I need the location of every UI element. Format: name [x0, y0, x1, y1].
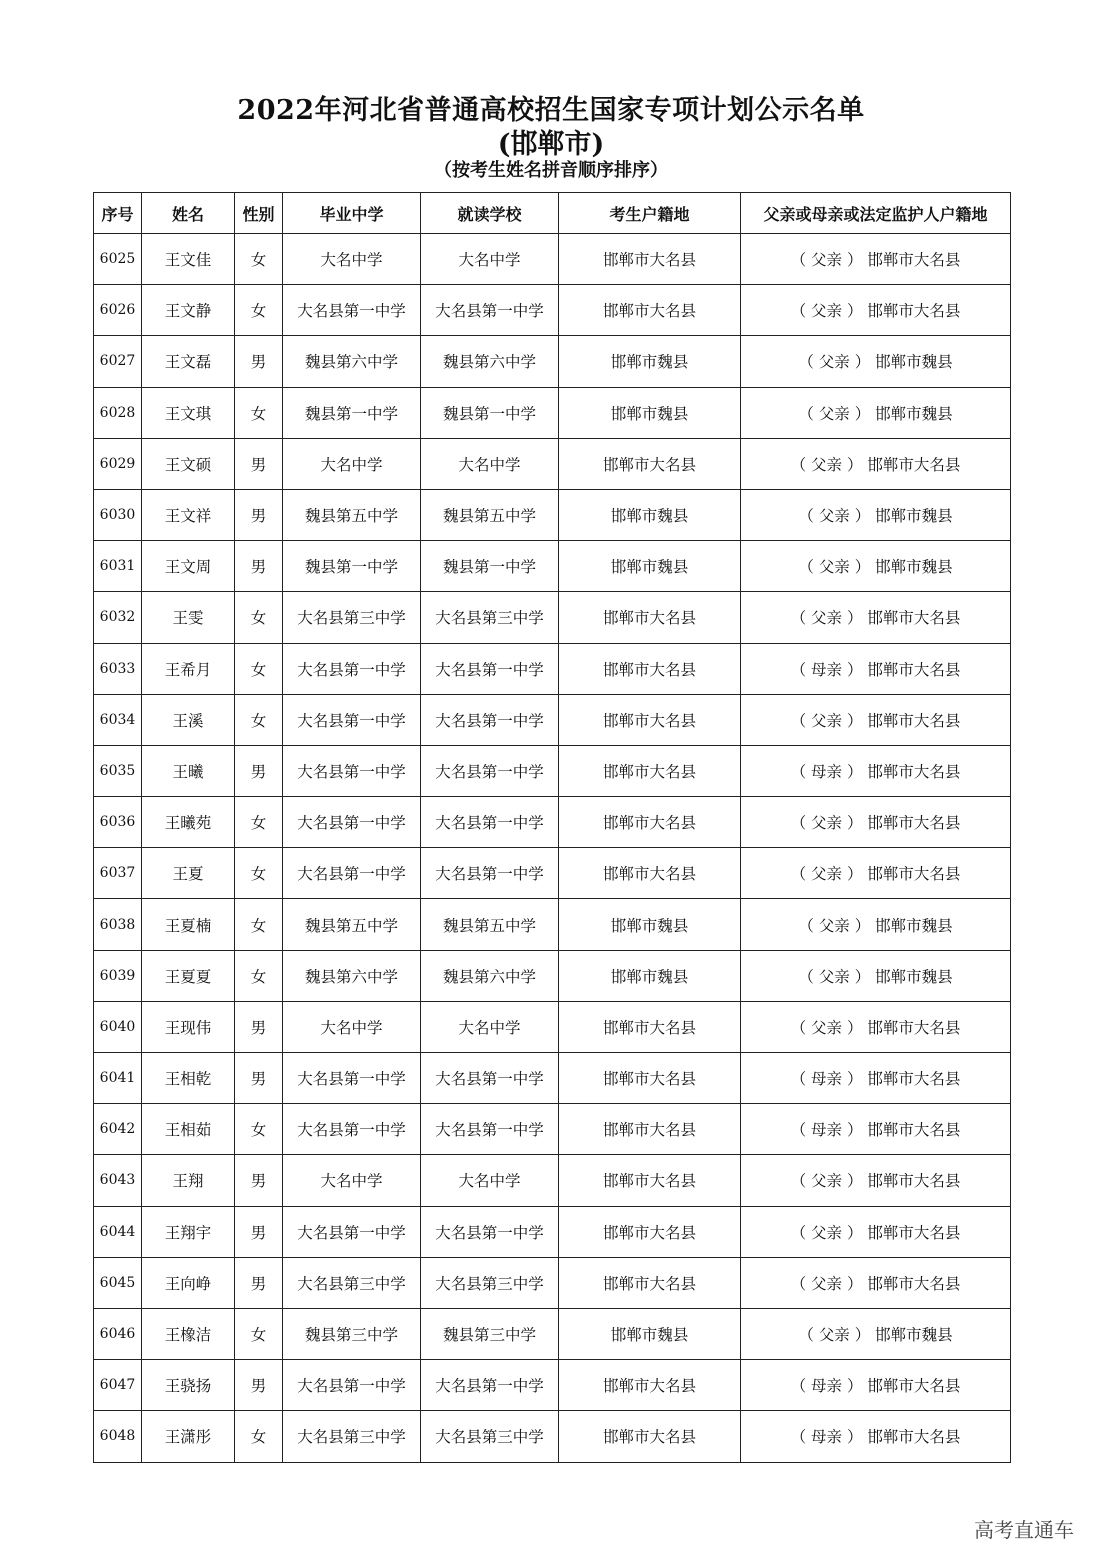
- cell-guardian-residence: （ 父亲 ） 邯郸市大名县: [741, 1155, 1011, 1206]
- cell-name: 王文琪: [142, 387, 235, 438]
- cell-name: 王向峥: [142, 1257, 235, 1308]
- cell-guardian-residence: （ 父亲 ） 邯郸市魏县: [741, 336, 1011, 387]
- cell-guardian-residence: （ 母亲 ） 邯郸市大名县: [741, 1053, 1011, 1104]
- cell-name: 王翔: [142, 1155, 235, 1206]
- cell-gender: 男: [235, 541, 283, 592]
- cell-guardian-residence: （ 父亲 ） 邯郸市大名县: [741, 694, 1011, 745]
- table-row: [94, 1155, 1011, 1206]
- table-row: [94, 643, 1011, 694]
- cell-seq: 6029: [94, 438, 142, 489]
- cell-name: 王相茹: [142, 1104, 235, 1155]
- cell-gender: 男: [235, 1155, 283, 1206]
- cell-seq: 6039: [94, 950, 142, 1001]
- cell-graduated-school: 魏县第六中学: [283, 336, 421, 387]
- cell-guardian-residence: （ 父亲 ） 邯郸市大名县: [741, 1206, 1011, 1257]
- cell-current-school: 魏县第六中学: [421, 950, 559, 1001]
- table-row: [94, 694, 1011, 745]
- table-row: [94, 336, 1011, 387]
- cell-student-residence: 邯郸市大名县: [559, 1206, 741, 1257]
- cell-seq: 6042: [94, 1104, 142, 1155]
- table-body: [94, 234, 1011, 1463]
- cell-name: 王夏: [142, 848, 235, 899]
- cell-seq: 6025: [94, 234, 142, 285]
- sort-order-note: （按考生姓名拼音顺序排序）: [434, 160, 668, 181]
- cell-graduated-school: 魏县第三中学: [283, 1308, 421, 1359]
- cell-seq: 6037: [94, 848, 142, 899]
- cell-graduated-school: 大名中学: [283, 234, 421, 285]
- cell-guardian-residence: （ 父亲 ） 邯郸市魏县: [741, 1308, 1011, 1359]
- cell-gender: 女: [235, 694, 283, 745]
- watermark-text: 高考直通车: [974, 1518, 1074, 1542]
- cell-graduated-school: 大名中学: [283, 1155, 421, 1206]
- cell-name: 王曦: [142, 745, 235, 796]
- cell-graduated-school: 大名县第一中学: [283, 848, 421, 899]
- cell-guardian-residence: （ 父亲 ） 邯郸市大名县: [741, 848, 1011, 899]
- table-row: [94, 848, 1011, 899]
- cell-current-school: 大名县第三中学: [421, 592, 559, 643]
- cell-name: 王翔宇: [142, 1206, 235, 1257]
- cell-graduated-school: 大名县第一中学: [283, 694, 421, 745]
- cell-guardian-residence: （ 父亲 ） 邯郸市魏县: [741, 950, 1011, 1001]
- cell-name: 王希月: [142, 643, 235, 694]
- header-seq: 序号: [94, 193, 142, 234]
- cell-student-residence: 邯郸市魏县: [559, 336, 741, 387]
- table-row: [94, 1360, 1011, 1411]
- cell-gender: 女: [235, 285, 283, 336]
- cell-student-residence: 邯郸市大名县: [559, 797, 741, 848]
- cell-guardian-residence: （ 父亲 ） 邯郸市大名县: [741, 797, 1011, 848]
- table-row: [94, 1104, 1011, 1155]
- cell-graduated-school: 魏县第五中学: [283, 489, 421, 540]
- cell-graduated-school: 大名县第三中学: [283, 592, 421, 643]
- cell-name: 王现伟: [142, 1001, 235, 1052]
- cell-graduated-school: 大名县第一中学: [283, 1053, 421, 1104]
- cell-current-school: 大名县第一中学: [421, 1104, 559, 1155]
- cell-student-residence: 邯郸市大名县: [559, 1104, 741, 1155]
- cell-current-school: 大名县第一中学: [421, 285, 559, 336]
- cell-graduated-school: 大名县第三中学: [283, 1257, 421, 1308]
- cell-current-school: 大名中学: [421, 1001, 559, 1052]
- table-header-row: [94, 193, 1011, 234]
- cell-current-school: 魏县第六中学: [421, 336, 559, 387]
- cell-gender: 女: [235, 1308, 283, 1359]
- cell-gender: 女: [235, 1104, 283, 1155]
- cell-name: 王夏夏: [142, 950, 235, 1001]
- table-row: [94, 387, 1011, 438]
- cell-student-residence: 邯郸市大名县: [559, 285, 741, 336]
- cell-student-residence: 邯郸市魏县: [559, 950, 741, 1001]
- cell-current-school: 魏县第一中学: [421, 541, 559, 592]
- header-guardian-residence: 父亲或母亲或法定监护人户籍地: [741, 193, 1011, 234]
- document-subtitle-city: (邯郸市): [497, 129, 605, 160]
- cell-graduated-school: 大名县第一中学: [283, 745, 421, 796]
- cell-graduated-school: 大名县第一中学: [283, 1206, 421, 1257]
- cell-current-school: 魏县第五中学: [421, 489, 559, 540]
- cell-name: 王夏楠: [142, 899, 235, 950]
- cell-current-school: 大名县第三中学: [421, 1257, 559, 1308]
- cell-gender: 男: [235, 1360, 283, 1411]
- header-name: 姓名: [142, 193, 235, 234]
- cell-current-school: 魏县第一中学: [421, 387, 559, 438]
- cell-graduated-school: 魏县第六中学: [283, 950, 421, 1001]
- cell-guardian-residence: （ 母亲 ） 邯郸市大名县: [741, 643, 1011, 694]
- cell-student-residence: 邯郸市大名县: [559, 1053, 741, 1104]
- cell-guardian-residence: （ 母亲 ） 邯郸市大名县: [741, 1104, 1011, 1155]
- cell-seq: 6047: [94, 1360, 142, 1411]
- cell-student-residence: 邯郸市大名县: [559, 592, 741, 643]
- cell-seq: 6030: [94, 489, 142, 540]
- cell-gender: 男: [235, 1257, 283, 1308]
- cell-seq: 6028: [94, 387, 142, 438]
- cell-student-residence: 邯郸市大名县: [559, 1360, 741, 1411]
- cell-gender: 男: [235, 438, 283, 489]
- cell-current-school: 大名县第一中学: [421, 1360, 559, 1411]
- cell-seq: 6044: [94, 1206, 142, 1257]
- cell-seq: 6036: [94, 797, 142, 848]
- cell-seq: 6034: [94, 694, 142, 745]
- cell-seq: 6041: [94, 1053, 142, 1104]
- cell-guardian-residence: （ 母亲 ） 邯郸市大名县: [741, 1360, 1011, 1411]
- cell-gender: 女: [235, 899, 283, 950]
- cell-student-residence: 邯郸市大名县: [559, 1155, 741, 1206]
- cell-graduated-school: 大名县第一中学: [283, 643, 421, 694]
- cell-name: 王潇彤: [142, 1411, 235, 1462]
- cell-current-school: 大名县第一中学: [421, 848, 559, 899]
- cell-gender: 女: [235, 234, 283, 285]
- cell-name: 王相乾: [142, 1053, 235, 1104]
- cell-guardian-residence: （ 母亲 ） 邯郸市大名县: [741, 1411, 1011, 1462]
- table-row: [94, 745, 1011, 796]
- cell-gender: 男: [235, 745, 283, 796]
- cell-guardian-residence: （ 父亲 ） 邯郸市大名县: [741, 1001, 1011, 1052]
- table-row: [94, 541, 1011, 592]
- cell-graduated-school: 大名中学: [283, 1001, 421, 1052]
- cell-student-residence: 邯郸市魏县: [559, 387, 741, 438]
- table-row: [94, 592, 1011, 643]
- cell-student-residence: 邯郸市大名县: [559, 1257, 741, 1308]
- cell-current-school: 大名县第一中学: [421, 643, 559, 694]
- cell-student-residence: 邯郸市魏县: [559, 489, 741, 540]
- cell-student-residence: 邯郸市大名县: [559, 643, 741, 694]
- cell-guardian-residence: （ 父亲 ） 邯郸市魏县: [741, 541, 1011, 592]
- cell-guardian-residence: （ 父亲 ） 邯郸市魏县: [741, 387, 1011, 438]
- cell-gender: 男: [235, 489, 283, 540]
- cell-name: 王文祥: [142, 489, 235, 540]
- cell-name: 王骁扬: [142, 1360, 235, 1411]
- cell-graduated-school: 大名县第一中学: [283, 285, 421, 336]
- student-list-table: [93, 192, 1011, 1463]
- cell-gender: 女: [235, 848, 283, 899]
- cell-seq: 6026: [94, 285, 142, 336]
- table-row: [94, 899, 1011, 950]
- cell-name: 王雯: [142, 592, 235, 643]
- cell-seq: 6046: [94, 1308, 142, 1359]
- cell-current-school: 大名县第一中学: [421, 745, 559, 796]
- header-gender: 性别: [235, 193, 283, 234]
- cell-student-residence: 邯郸市大名县: [559, 438, 741, 489]
- cell-current-school: 魏县第三中学: [421, 1308, 559, 1359]
- cell-graduated-school: 大名县第一中学: [283, 797, 421, 848]
- cell-graduated-school: 大名县第三中学: [283, 1411, 421, 1462]
- document-title: 2022年河北省普通高校招生国家专项计划公示名单: [237, 95, 865, 126]
- table-row: [94, 1053, 1011, 1104]
- cell-name: 王文静: [142, 285, 235, 336]
- cell-seq: 6045: [94, 1257, 142, 1308]
- cell-current-school: 大名县第三中学: [421, 1411, 559, 1462]
- cell-seq: 6027: [94, 336, 142, 387]
- cell-current-school: 大名县第一中学: [421, 1206, 559, 1257]
- cell-seq: 6035: [94, 745, 142, 796]
- cell-student-residence: 邯郸市魏县: [559, 899, 741, 950]
- cell-guardian-residence: （ 父亲 ） 邯郸市大名县: [741, 285, 1011, 336]
- cell-graduated-school: 大名中学: [283, 438, 421, 489]
- cell-graduated-school: 魏县第一中学: [283, 387, 421, 438]
- cell-seq: 6038: [94, 899, 142, 950]
- cell-seq: 6032: [94, 592, 142, 643]
- table-row: [94, 1308, 1011, 1359]
- cell-student-residence: 邯郸市大名县: [559, 745, 741, 796]
- cell-current-school: 大名县第一中学: [421, 694, 559, 745]
- cell-gender: 男: [235, 1053, 283, 1104]
- cell-current-school: 大名县第一中学: [421, 797, 559, 848]
- table-row: [94, 1257, 1011, 1308]
- cell-student-residence: 邯郸市魏县: [559, 1308, 741, 1359]
- cell-gender: 男: [235, 336, 283, 387]
- cell-gender: 男: [235, 1001, 283, 1052]
- cell-guardian-residence: （ 父亲 ） 邯郸市大名县: [741, 592, 1011, 643]
- cell-student-residence: 邯郸市大名县: [559, 234, 741, 285]
- cell-graduated-school: 大名县第一中学: [283, 1104, 421, 1155]
- table-row: [94, 1001, 1011, 1052]
- table-row: [94, 438, 1011, 489]
- cell-gender: 女: [235, 797, 283, 848]
- cell-student-residence: 邯郸市大名县: [559, 1411, 741, 1462]
- cell-student-residence: 邯郸市大名县: [559, 848, 741, 899]
- header-student-residence: 考生户籍地: [559, 193, 741, 234]
- table-row: [94, 950, 1011, 1001]
- cell-guardian-residence: （ 父亲 ） 邯郸市魏县: [741, 489, 1011, 540]
- cell-name: 王橡洁: [142, 1308, 235, 1359]
- table-row: [94, 234, 1011, 285]
- cell-guardian-residence: （ 父亲 ） 邯郸市大名县: [741, 438, 1011, 489]
- cell-guardian-residence: （ 母亲 ） 邯郸市大名县: [741, 745, 1011, 796]
- cell-current-school: 大名县第一中学: [421, 1053, 559, 1104]
- header-current-school: 就读学校: [421, 193, 559, 234]
- cell-name: 王文周: [142, 541, 235, 592]
- cell-seq: 6048: [94, 1411, 142, 1462]
- cell-guardian-residence: （ 父亲 ） 邯郸市魏县: [741, 899, 1011, 950]
- cell-gender: 女: [235, 1411, 283, 1462]
- cell-graduated-school: 大名县第一中学: [283, 1360, 421, 1411]
- cell-seq: 6031: [94, 541, 142, 592]
- cell-seq: 6033: [94, 643, 142, 694]
- cell-graduated-school: 魏县第五中学: [283, 899, 421, 950]
- table-row: [94, 285, 1011, 336]
- cell-current-school: 大名中学: [421, 438, 559, 489]
- cell-gender: 女: [235, 950, 283, 1001]
- cell-student-residence: 邯郸市大名县: [559, 1001, 741, 1052]
- cell-current-school: 大名中学: [421, 1155, 559, 1206]
- table-row: [94, 1411, 1011, 1462]
- cell-student-residence: 邯郸市魏县: [559, 541, 741, 592]
- cell-seq: 6040: [94, 1001, 142, 1052]
- cell-name: 王文佳: [142, 234, 235, 285]
- cell-seq: 6043: [94, 1155, 142, 1206]
- cell-graduated-school: 魏县第一中学: [283, 541, 421, 592]
- cell-gender: 女: [235, 592, 283, 643]
- cell-student-residence: 邯郸市大名县: [559, 694, 741, 745]
- cell-current-school: 魏县第五中学: [421, 899, 559, 950]
- cell-gender: 女: [235, 643, 283, 694]
- header-graduated-school: 毕业中学: [283, 193, 421, 234]
- cell-name: 王文硕: [142, 438, 235, 489]
- cell-name: 王溪: [142, 694, 235, 745]
- table-row: [94, 489, 1011, 540]
- table-row: [94, 797, 1011, 848]
- cell-gender: 男: [235, 1206, 283, 1257]
- table-row: [94, 1206, 1011, 1257]
- cell-gender: 女: [235, 387, 283, 438]
- cell-guardian-residence: （ 父亲 ） 邯郸市大名县: [741, 234, 1011, 285]
- cell-name: 王文磊: [142, 336, 235, 387]
- cell-name: 王曦苑: [142, 797, 235, 848]
- cell-current-school: 大名中学: [421, 234, 559, 285]
- cell-guardian-residence: （ 父亲 ） 邯郸市大名县: [741, 1257, 1011, 1308]
